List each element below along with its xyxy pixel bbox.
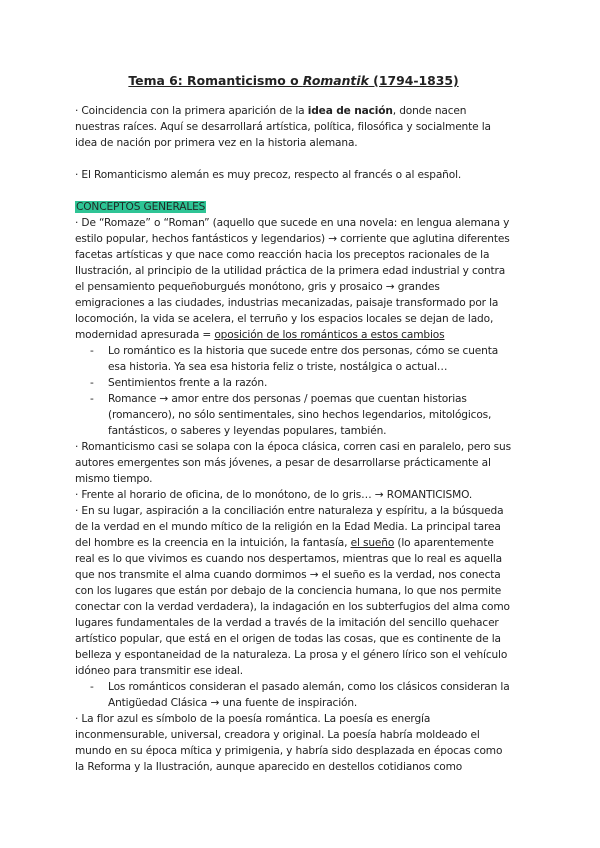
title-prefix: Tema 6: Romanticismo o [128,73,303,88]
p4-underlined: el sueño [350,537,395,549]
intro1-before: · Coincidencia con la primera aparición de la [75,105,308,117]
intro1-bold: idea de nación [307,105,393,117]
paragraph-3: · Frente al horario de oficina, de lo monótono, de lo gris… → ROMANTICISMO. [75,489,473,501]
section-heading-highlight: CONCEPTOS GENERALES [76,201,206,213]
p1-underlined: oposición de los románticos a estos cambios [214,329,445,341]
intro1-after: , donde nacen nuestras raíces. Aquí se desarrollará artística, política, filosófica y socialmente la idea de nación por primera vez en la historia alemana. [75,105,491,149]
list-1 [75,343,512,439]
p4-before: · En su lugar, aspiración a la conciliación entre naturaleza y espíritu, a la búsqueda de la verdad en el mundo mítico de la religión en la Edad Media. La principal tarea del hombre es la creencia en la intuición, la fantasía, [75,505,504,549]
list-2 [75,679,512,711]
title-italic: Romantik [302,73,369,88]
list-item: - Romance → amor entre dos personas / poemas que cuentan historias (romancero), no sólo sentimentales, sino hechos legendarios, mitológicos, fantásticos, o saberes y leyendas populares, también. [108,391,512,439]
page-title [75,72,512,90]
section-heading [75,199,512,215]
paragraph-2: · Romanticismo casi se solapa con la época clásica, corren casi en paralelo, pero sus autores emergentes son más jóvenes, a pesar de desarrollarse prácticamente al mismo tiempo. [75,441,511,485]
paragraph-4 [75,503,512,679]
list-item: - Lo romántico es la historia que sucede entre dos personas, cómo se cuenta esa historia. Ya sea esa historia feliz o triste, nostálgica o actual… [108,343,512,375]
paragraph-5: · La flor azul es símbolo de la poesía romántica. La poesía es energía inconmensurable, universal, creadora y original. La poesía habría moldeado el mundo en su época mítica y primigenia, y habría sido desplazada en épocas como la Reforma y la Ilustración, aunque aparecido en destellos cotidianos como [75,713,503,773]
p1-text: · De “Romaze” o “Roman” (aquello que sucede en una novela: en lengua alemana y estilo popular, hechos fantásticos y legendarios) → corriente que aglutina diferentes facetas artísticas y que nace como reacción hacia los preceptos racionales de la Ilustración, al principio de la utilidad práctica de la primera edad industrial y contra el pensamiento pequeñoburgués monótono, gris y prosaico → grandes emigraciones a las ciudades, industrias mecanizadas, paisaje transformado por la locomoción, la vida se acelera, el terruño y los espacios locales se dejan de lado, modernidad apresurada = [75,217,510,341]
intro-paragraph-1 [75,103,512,151]
intro-paragraph-2: · El Romanticismo alemán es muy precoz, respecto al francés o al español. [75,169,462,181]
title-suffix: (1794-1835) [368,73,459,88]
paragraph-1 [75,215,512,343]
p4-after: (lo aparentemente real es lo que vivimos es cuando nos despertamos, mientras que lo real es aquella que nos transmite el alma cuando dormimos → el sueño es la verdad, nos conecta con los lugares que están por debajo de la conciencia humana, lo que nos permite conectar con la verdad verdadera), la indagación en los subterfugios del alma como lugares fundamentales de la verdad a través de la imitación del sencillo quehacer artístico popular, que está en el origen de todas las cosas, que es continente de la belleza y espontaneidad de la naturaleza. La prosa y el género lírico son el vehículo idóneo para transmitir ese ideal. [75,537,510,677]
list-item: - Sentimientos frente a la razón. [108,375,512,391]
list-item: - Los románticos consideran el pasado alemán, como los clásicos consideran la Antigüedad Clásica → una fuente de inspiración. [108,679,512,711]
